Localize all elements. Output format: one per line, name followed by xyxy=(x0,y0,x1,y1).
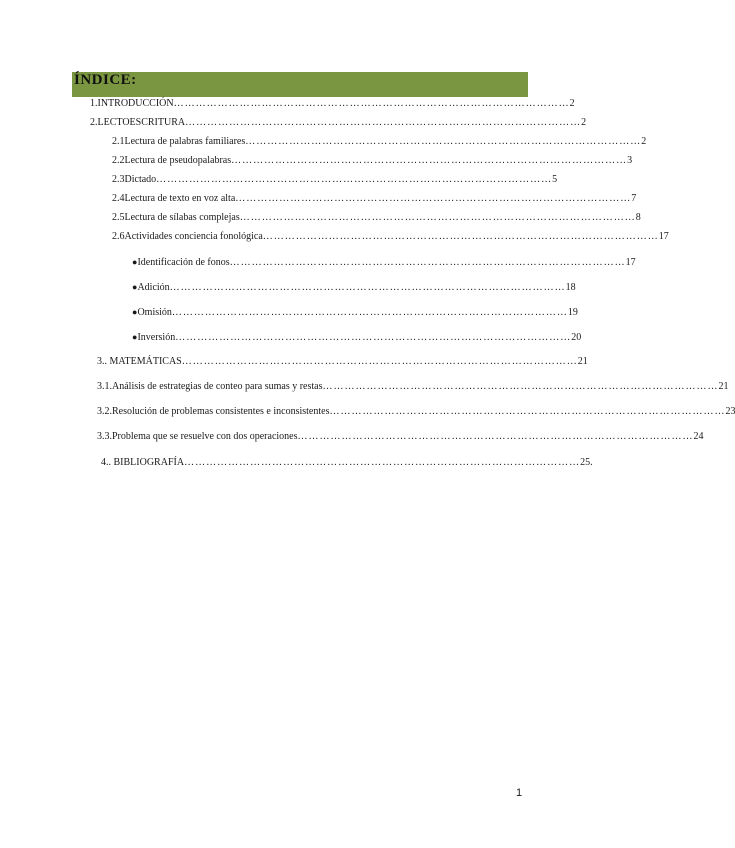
toc-entry-label: Análisis de estrategias de conteo para sumas y restas xyxy=(112,381,323,392)
bullet-icon: ● xyxy=(132,257,138,267)
toc-leader-dots: ……………………………………………………………………………………………… xyxy=(231,155,628,166)
toc-entry-page: 19 xyxy=(567,307,578,318)
toc-entry-3-2[interactable] xyxy=(97,406,735,418)
toc-entry-inversion[interactable] xyxy=(132,331,582,344)
toc-entry-page: 17 xyxy=(658,231,669,242)
toc-entry-page: 18 xyxy=(565,282,576,293)
toc-entry-label: Lectura de texto en voz alta xyxy=(124,193,236,204)
toc-entry-3-3[interactable] xyxy=(97,431,704,443)
toc-entry-label: Lectura de sílabas complejas xyxy=(124,212,240,223)
toc-entry-page: 25. xyxy=(580,457,593,468)
toc-entry-page: 24 xyxy=(693,431,704,442)
toc-entry-number: 4. xyxy=(101,457,109,468)
toc-entry-number: 2.1 xyxy=(112,136,125,147)
toc-entry-number: 2. xyxy=(90,117,98,128)
toc-entry-2-4[interactable] xyxy=(112,193,637,205)
toc-leader-dots: ……………………………………………………………………………………………… xyxy=(229,257,626,268)
toc-entry-number: 2.2 xyxy=(112,155,125,166)
toc-leader-dots: ……………………………………………………………………………………………… xyxy=(181,356,578,367)
toc-entry-label: Identificación de fonos xyxy=(137,257,230,268)
toc-entry-label: Dictado xyxy=(124,174,157,185)
toc-entry-3-1[interactable] xyxy=(97,381,729,393)
toc-leader-dots: ……………………………………………………………………………………………… xyxy=(239,212,636,223)
toc-entry-page: 2 xyxy=(581,117,587,128)
toc-entry-adicion[interactable] xyxy=(132,281,576,294)
toc-entry-matematicas[interactable] xyxy=(97,356,588,368)
bullet-icon: ● xyxy=(132,332,138,342)
toc-entry-label: Lectura de palabras familiares xyxy=(124,136,246,147)
toc-leader-dots: ……………………………………………………………………………………………… xyxy=(245,136,642,147)
toc-leader-dots: ……………………………………………………………………………………………… xyxy=(322,381,719,392)
toc-entry-number: 2.5 xyxy=(112,212,125,223)
toc-entry-label: LECTOESCRITURA xyxy=(97,117,186,128)
toc-entry-page: 7 xyxy=(631,193,637,204)
toc-entry-number: 2.6 xyxy=(112,231,125,242)
toc-entry-number: 3.3. xyxy=(97,431,112,442)
toc-entry-2-6[interactable] xyxy=(112,231,669,243)
toc-entry-number: 1. xyxy=(90,98,98,109)
toc-entry-number: 3. xyxy=(97,356,105,367)
toc-entry-label: . BIBLIOGRAFÍA xyxy=(108,457,185,468)
toc-entry-number: 2.4 xyxy=(112,193,125,204)
toc-entry-2-5[interactable] xyxy=(112,212,641,224)
toc-entry-omision[interactable] xyxy=(132,306,578,319)
page-number: 1 xyxy=(516,787,523,799)
toc-entry-introduccion[interactable] xyxy=(90,98,575,110)
bullet-icon: ● xyxy=(132,282,138,292)
toc-entry-page: 5 xyxy=(552,174,558,185)
toc-leader-dots: ……………………………………………………………………………………………… xyxy=(169,282,566,293)
toc-entry-page: 23 xyxy=(725,406,735,417)
toc-entry-bibliografia[interactable] xyxy=(101,457,593,469)
toc-entry-number: 2.3 xyxy=(112,174,125,185)
toc-leader-dots: ……………………………………………………………………………………………… xyxy=(184,457,581,468)
bullet-icon: ● xyxy=(132,307,138,317)
toc-entry-identificacion-fonos[interactable] xyxy=(132,256,636,269)
toc-leader-dots: ……………………………………………………………………………………………… xyxy=(173,98,570,109)
toc-entry-label: . MATEMÁTICAS xyxy=(104,356,182,367)
toc-entry-2-2[interactable] xyxy=(112,155,633,167)
toc-entry-2-1[interactable] xyxy=(112,136,647,148)
toc-entry-page: 17 xyxy=(625,257,636,268)
toc-entry-page: 3 xyxy=(627,155,633,166)
toc-entry-label: Resolución de problemas consistentes e inconsistentes xyxy=(112,406,330,417)
toc-entry-label: Omisión xyxy=(137,307,172,318)
toc-entry-label: Lectura de pseudopalabras xyxy=(124,155,232,166)
toc-entry-page: 2 xyxy=(569,98,575,109)
toc-leader-dots: ……………………………………………………………………………………………… xyxy=(297,431,694,442)
toc-entry-label: INTRODUCCIÓN xyxy=(97,98,174,109)
toc-entry-label: Adición xyxy=(137,282,170,293)
toc-leader-dots: ……………………………………………………………………………………………… xyxy=(262,231,659,242)
toc-entry-page: 20 xyxy=(571,332,582,343)
toc-entry-2-3[interactable] xyxy=(112,174,558,186)
toc-entry-label: Actividades conciencia fonológica xyxy=(124,231,263,242)
toc-entry-page: 21 xyxy=(718,381,729,392)
toc-leader-dots: ……………………………………………………………………………………………… xyxy=(235,193,632,204)
toc-entry-number: 3.2. xyxy=(97,406,112,417)
toc-leader-dots: ……………………………………………………………………………………………… xyxy=(171,307,568,318)
toc-leader-dots: ……………………………………………………………………………………………… xyxy=(175,332,572,343)
index-title: ÍNDICE: xyxy=(74,72,137,88)
toc-leader-dots: ……………………………………………………………………………………………… xyxy=(156,174,553,185)
toc-leader-dots: ……………………………………………………………………………………………… xyxy=(185,117,582,128)
toc-entry-number: 3.1. xyxy=(97,381,112,392)
toc-entry-page: 2 xyxy=(641,136,647,147)
toc-leader-dots: ……………………………………………………………………………………………… xyxy=(329,406,726,417)
toc-entry-page: 8 xyxy=(635,212,641,223)
toc-entry-label: Problema que se resuelve con dos operaciones xyxy=(112,431,298,442)
toc-entry-label: Inversión xyxy=(137,332,176,343)
toc-entry-page: 21 xyxy=(577,356,588,367)
toc-entry-lectoescritura[interactable] xyxy=(90,117,587,129)
